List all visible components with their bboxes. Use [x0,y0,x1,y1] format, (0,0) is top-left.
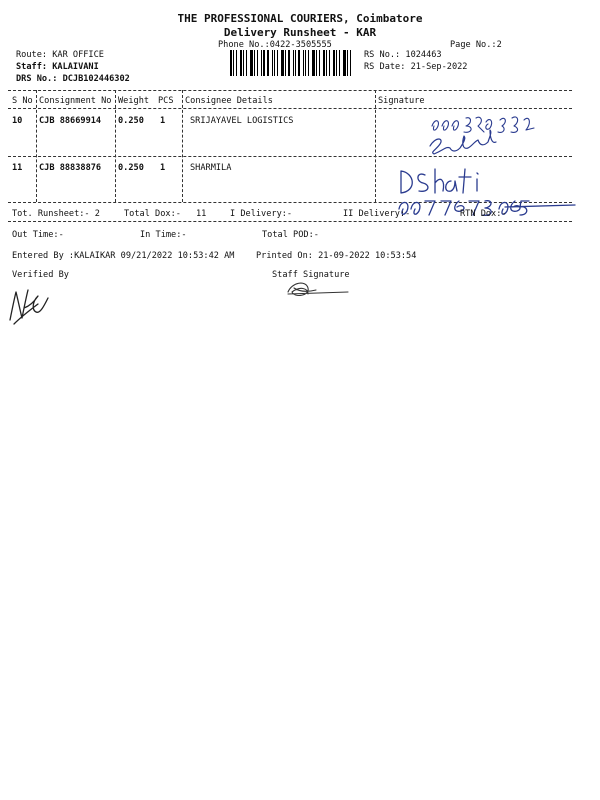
total-dox-label: Total Dox:- [124,209,181,219]
row-pcs: 1 [160,116,166,126]
row-sno: 10 [12,116,23,126]
row-weight: 0.250 [118,116,144,126]
rtn-dox: RTN Dox:- [460,209,507,219]
i-delivery: I Delivery:- [230,209,293,219]
totals-rule [8,221,572,222]
col-divider [375,90,376,202]
row-weight: 0.250 [118,163,144,173]
col-header-pcs: PCS [158,96,174,106]
row-consignment: CJB 88838876 [39,163,102,173]
table-row-rule [8,156,572,157]
col-header-consignment: Consignment No [39,96,112,106]
verified-by-signature [6,284,66,326]
phone-number: Phone No.:0422-3505555 [218,40,332,50]
printed-on: Printed On: 21-09-2022 10:53:54 [256,251,417,261]
col-header-weight: Weight [118,96,150,106]
staff-signature [284,278,354,300]
barcode [230,50,357,76]
col-divider [36,90,37,202]
row-consignee: SHARMILA [190,163,232,173]
col-divider [115,90,116,202]
total-dox-value: 11 [196,209,207,219]
row-consignment: CJB 88669914 [39,116,102,126]
drs-number: DRS No.: DCJB102446302 [16,74,130,84]
company-name: THE PROFESSIONAL COURIERS, Coimbatore [177,12,423,25]
col-header-signature: Signature [378,96,425,106]
total-pod: Total POD:- [262,230,319,240]
route: Route: KAR OFFICE [16,50,104,60]
col-header-sno: S No [12,96,33,106]
staff: Staff: KALAIVANI [16,62,99,72]
total-runsheet: Tot. Runsheet:- 2 [12,209,100,219]
rs-number: RS No.: 1024463 [364,50,442,60]
document-title: Delivery Runsheet - KAR [223,26,377,39]
page-number: Page No.:2 [450,40,502,50]
out-time: Out Time:- [12,230,64,240]
col-header-consignee: Consignee Details [185,96,273,106]
entered-by: Entered By :KALAIKAR 09/21/2022 10:53:42 AM [12,251,235,261]
in-time: In Time:- [140,230,187,240]
staff-signature-label: Staff Signature [272,270,350,280]
rs-date: RS Date: 21-Sep-2022 [364,62,468,72]
col-divider [182,90,183,202]
row-sno: 11 [12,163,23,173]
row1-handwritten-signature [428,112,568,156]
ii-delivery: II Delivery:- [343,209,411,219]
table-header-rule [8,108,572,109]
row-consignee: SRIJAYAVEL LOGISTICS [190,116,294,126]
row-pcs: 1 [160,163,166,173]
table-top-rule [8,90,572,91]
verified-by-label: Verified By [12,270,69,280]
